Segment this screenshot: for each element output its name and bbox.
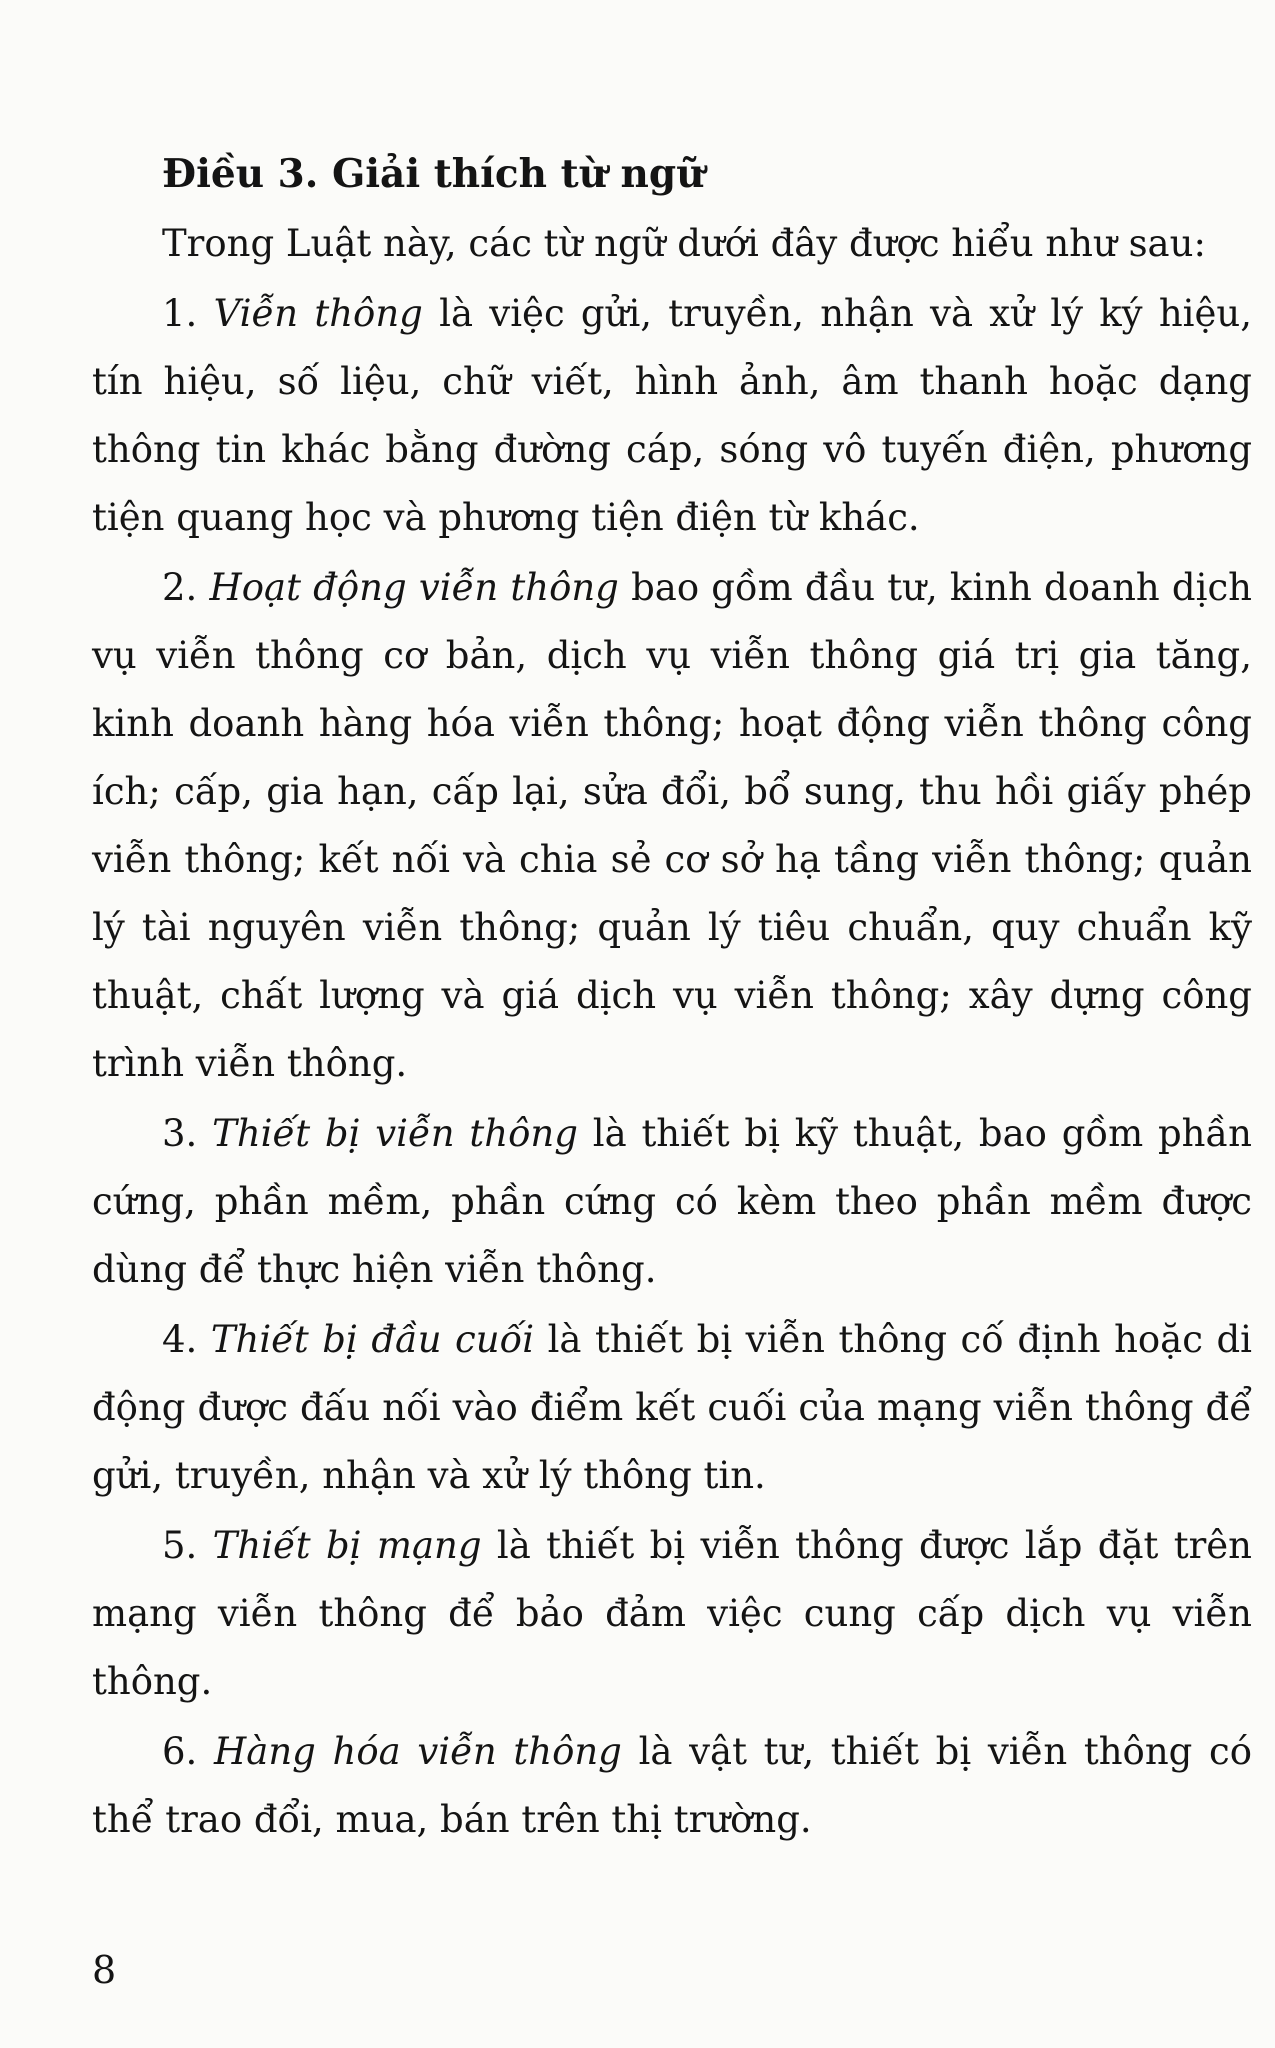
document-page [92,140,1252,1854]
definition-number: 3. [162,1112,198,1155]
definition-text: bao gồm đầu tư, kinh doanh dịch vụ viễn thông cơ bản, dịch vụ viễn thông giá trị gia tăng, kinh doanh hàng hóa viễn thông; hoạt động viễn thông công ích; cấp, gia hạn, cấp lại, sửa đổi, bổ sung, thu hồi giấy phép viễn thông; kết nối và chia sẻ cơ sở hạ tầng viễn thông; quản lý tài nguyên viễn thông; quản lý tiêu chuẩn, quy chuẩn kỹ thuật, chất lượng và giá dịch vụ viễn thông; xây dựng công trình viễn thông. [92,566,1252,1085]
definition-term: Hàng hóa viễn thông [214,1730,622,1773]
definition-item-2 [92,554,1252,1098]
definition-item-3 [92,1100,1252,1304]
definition-text: là thiết bị viễn thông cố định hoặc di động được đấu nối vào điểm kết cuối của mạng viễn thông để gửi, truyền, nhận và xử lý thông tin. [92,1318,1252,1497]
definition-number: 2. [162,566,198,609]
definition-term: Thiết bị viễn thông [212,1112,578,1155]
definition-number: 6. [162,1730,198,1773]
definition-number: 5. [162,1524,198,1567]
article-heading: Điều 3. Giải thích từ ngữ [162,151,705,197]
definition-text: là việc gửi, truyền, nhận và xử lý ký hiệu, tín hiệu, số liệu, chữ viết, hình ảnh, âm thanh hoặc dạng thông tin khác bằng đường cáp, sóng vô tuyến điện, phương tiện quang học và phương tiện điện từ khác. [92,292,1253,539]
definition-number: 1. [162,292,198,335]
definition-term: Hoạt động viễn thông [209,566,619,609]
definition-item-4 [92,1306,1252,1510]
definition-term: Viễn thông [213,292,423,335]
page-number: 8 [92,1948,117,1992]
definition-term: Thiết bị mạng [212,1524,482,1567]
definition-term: Thiết bị đầu cuối [210,1318,535,1361]
definition-text: là thiết bị kỹ thuật, bao gồm phần cứng, phần mềm, phần cứng có kèm theo phần mềm được dùng để thực hiện viễn thông. [92,1112,1253,1291]
definition-item-1 [92,280,1252,552]
definition-item-6 [92,1718,1252,1854]
definition-text: là thiết bị viễn thông được lắp đặt trên mạng viễn thông để bảo đảm việc cung cấp dịch vụ viễn thông. [92,1524,1253,1703]
definition-number: 4. [162,1318,198,1361]
intro-paragraph: Trong Luật này, các từ ngữ dưới đây được hiểu như sau: [162,222,1206,265]
definition-text: là vật tư, thiết bị viễn thông có thể trao đổi, mua, bán trên thị trường. [92,1730,1253,1841]
definition-item-5 [92,1512,1252,1716]
